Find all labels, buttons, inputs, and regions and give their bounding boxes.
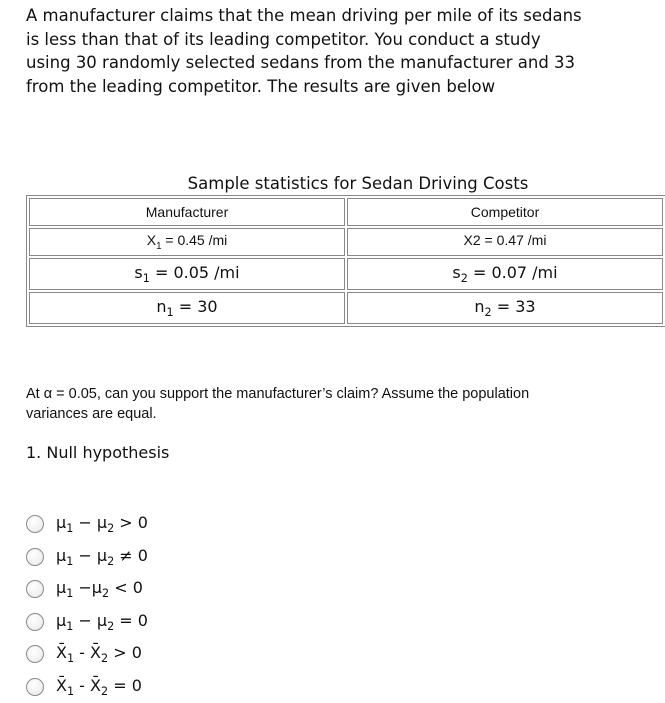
option-label: $\mu_1 - \mu_2 > 0$ <box>56 513 148 535</box>
table-row-std <box>29 258 663 290</box>
table-row-n <box>29 292 663 324</box>
header-manufacturer: Manufacturer <box>29 198 345 226</box>
competitor-n-cell: $n_2 = 33$ <box>347 292 663 324</box>
option-6[interactable] <box>26 671 148 703</box>
radio-button[interactable] <box>26 613 44 631</box>
option-label: $X̄_1$ - $X̄_2 = 0$ <box>56 676 142 698</box>
option-label: $\mu_1 - \mu_2 \ne 0$ <box>56 546 148 568</box>
option-label: $X̄_1$ - $X̄_2 > 0$ <box>56 643 142 665</box>
radio-button[interactable] <box>26 645 44 663</box>
table-header-row <box>29 198 663 226</box>
part-label: 1. Null hypothesis <box>26 443 169 462</box>
option-label: $\mu_1 - \mu_2 = 0$ <box>56 611 148 633</box>
problem-intro: A manufacturer claims that the mean driving per mile of its sedans is less than that of its leading competitor. You conduct a study using 30 randomly selected sedans from the manufacturer and 33 from the leading competitor. The results are given below <box>26 4 586 98</box>
option-5[interactable] <box>26 638 148 671</box>
competitor-std-cell: $s_2 = 0.07$ /mi <box>347 258 663 290</box>
option-label: $\mu_1 -\mu_2 < 0$ <box>56 578 143 600</box>
option-4[interactable] <box>26 606 148 639</box>
option-2[interactable] <box>26 541 148 574</box>
null-hypothesis-options <box>26 508 148 703</box>
manufacturer-std-cell: $s_1 = 0.05$ /mi <box>29 258 345 290</box>
header-competitor: Competitor <box>347 198 663 226</box>
manufacturer-mean-cell: $X_1 = 0.45$ /mi <box>29 228 345 256</box>
option-3[interactable] <box>26 573 148 606</box>
sample-statistics-table <box>26 195 665 327</box>
radio-button[interactable] <box>26 548 44 566</box>
table-row-mean <box>29 228 663 256</box>
competitor-mean-cell: X2 = 0.47 /mi <box>347 228 663 256</box>
radio-button[interactable] <box>26 580 44 598</box>
radio-button[interactable] <box>26 678 44 696</box>
option-1[interactable] <box>26 508 148 541</box>
table-caption: Sample statistics for Sedan Driving Costs <box>0 174 665 193</box>
manufacturer-n-cell: $n_1 = 30$ <box>29 292 345 324</box>
radio-button[interactable] <box>26 515 44 533</box>
question-text: At α = 0.05, can you support the manufacturer’s claim? Assume the population variances are equal. <box>26 384 546 424</box>
